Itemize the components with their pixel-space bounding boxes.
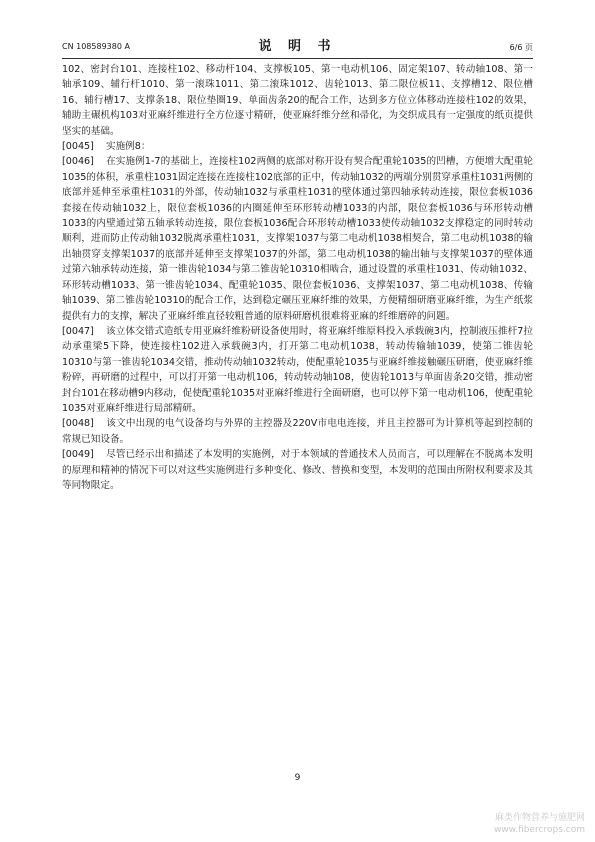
paragraph-text: 尽管已经示出和描述了本发明的实施例，对于本领域的普通技术人员而言，可以理解在不脱离本发明的原理和精神的情况下可以对这些实施例进行多种变化、修改、替换和变型，本发明的范围由所附权利要求及其等同物限定。 (62, 449, 533, 491)
paragraph-text: 该立体交错式造纸专用亚麻纤维粉研设备使用时，将亚麻纤维原料投入承载碗3内，控制液压推杆7拉动承重梁5下降，使连接柱102进入承载碗3内，打开第二电动机1038，转动传输轴1039，使第二锥齿轮10310与第一锥齿轮1034交错，推动传动轴1032转动，使配重轮1035与亚麻纤维接触碾压研磨，使亚麻纤维粉碎，再研磨的过程中，可以打开第一电动机106，转动转动轴108，使齿轮1013与单面齿条20交错，推动密封台101在移动槽9内移动，促使配重轮1035对亚麻纤维进行全面研磨，也可以停下第一电动机106，使配重轮1035对亚麻纤维进行局部精研。 (62, 325, 533, 414)
paragraph-text: 在实施例1-7的基础上，连接柱102两侧的底部对称开设有契合配重轮1035的凹槽，方便增大配重轮1035的体积，承重柱1031固定连接在连接柱102底部的正中，传动轴1032的两端分别贯穿承重柱1031两侧的底部并延伸至承重柱1031的外部，传动轴1032与承重柱1031的壁体通过第四轴承转动连接，限位套板1036套接在传动轴1032上，限位套板1036的内圈延伸至环形转动槽1033的内部，限位套板1036与环形转动槽1033的内壁通过第五轴承转动连接，限位套板1036配合环形转动槽1033使传动轴1032支撑稳定的同时转动顺利，进而防止传动轴1032脱离承重柱1031，支撑架1037与第二电动机1038相契合，第二电动机1038的输出轴贯穿支撑架1037的底部并延伸至支撑架1037的外部，第二电动机1038的输出轴与支撑架1037的壁体通过第六轴承转动连接，第一锥齿轮1034与第二锥齿轮10310相啮合，通过设置的承重柱1031、传动轴1032、环形转动槽1033、第一锥齿轮1034、配重轮1035、限位套板1036、支撑架1037、第二电动机1038、传输轴1039、第二锥齿轮10310的配合工作，达到稳定碾压亚麻纤维的效果，方便精细研磨亚麻纤维，为生产纸浆提供有力的支撑，解决了亚麻纤维直径较粗普通的原料研磨机很难将亚麻的纤维磨碎的问题。 (62, 156, 533, 322)
document-body (62, 62, 533, 493)
publication-number: CN 108589380 A (62, 42, 130, 51)
page-number: 9 (294, 773, 301, 783)
paragraph-number: [0045] (62, 141, 94, 153)
paragraph-text: 102、密封台101、连接柱102、移动杆104、支撑板105、第一电动机106、固定架107、转动轴108、第一轴承109、辅行杆1010、第一滚珠1011、第二滚珠1012、齿轮1013、第二限位板11、支撑槽12、限位槽16、辅行槽17、支撑条18、限位垫圈19、单面齿条20的配合工作，达到多方位立体移动连接柱102的效果，辅助主碾机构103对亚麻纤维进行全方位逐寸精研，使亚麻纤维分丝和帚化，为交织成具有一定强度的纸页提供坚实的基础。 (62, 64, 533, 137)
paragraph-number: [0046] (62, 156, 94, 168)
paragraph-number: [0048] (62, 418, 94, 430)
paragraph-number: [0047] (62, 325, 94, 337)
paragraph-number: [0049] (62, 449, 94, 461)
document-title: 说 明 书 (258, 39, 337, 54)
page-count-indicator: 6/6 页 (509, 43, 533, 52)
watermark-site-name: 麻类作物营养与施肥网 (494, 813, 585, 823)
paragraph-0049 (62, 447, 533, 493)
paragraph-0048 (62, 416, 533, 447)
watermark-url: www.fibercrops.com (494, 825, 585, 835)
paragraph-continuation (62, 62, 533, 139)
paragraph-0045 (62, 139, 533, 154)
paragraph-text: 实施例8： (106, 141, 151, 153)
site-watermark (494, 812, 585, 836)
paragraph-0047 (62, 324, 533, 416)
page-header (62, 34, 533, 59)
paragraph-text: 该文中出现的电气设备均与外界的主控器及220V市电电连接，并且主控器可为计算机等起到控制的常规已知设备。 (62, 418, 533, 445)
paragraph-0046 (62, 154, 533, 323)
